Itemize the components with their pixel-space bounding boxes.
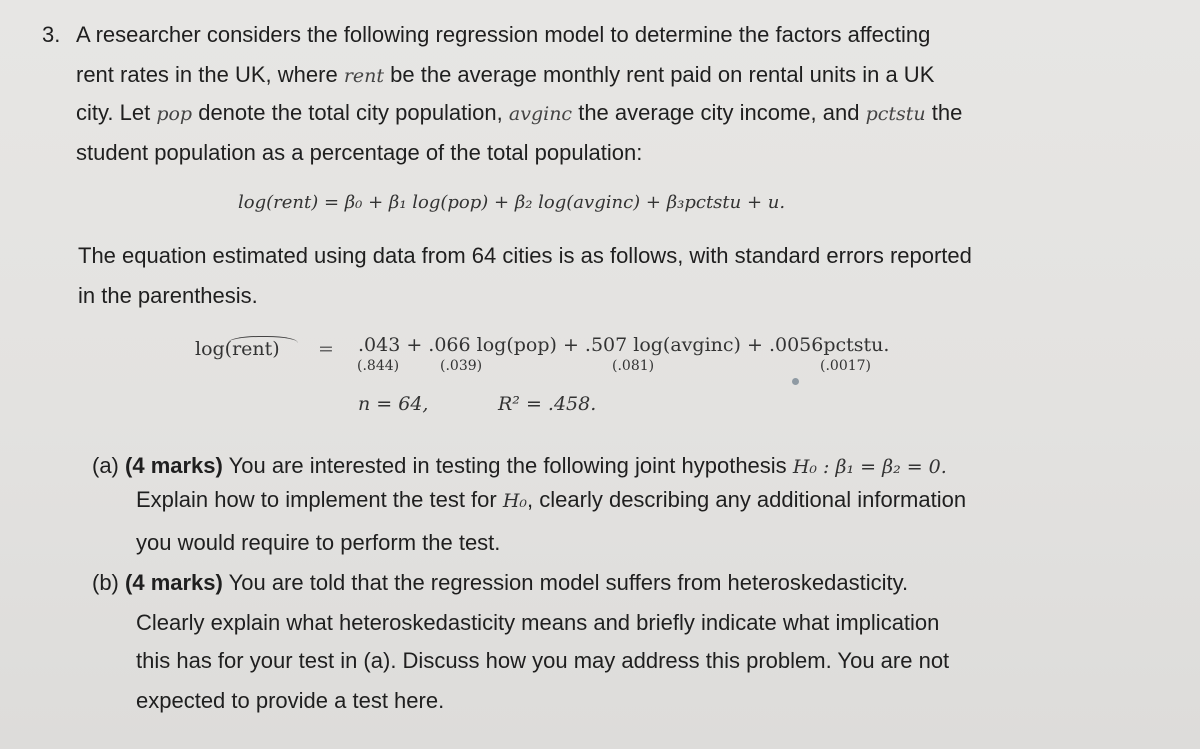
part-a-line-2-post: , clearly describing any additional information xyxy=(527,487,967,512)
part-b-marks: (4 marks) xyxy=(125,570,223,595)
intro-line-1: A researcher considers the following regression model to determine the factors affecting xyxy=(76,22,931,47)
intro-line-3 xyxy=(76,100,962,126)
part-a-line-1 xyxy=(92,453,947,479)
part-b-text-1: You are told that the regression model suffers from heteroskedasticity. xyxy=(228,570,909,595)
var-pop: pop xyxy=(156,103,193,125)
estimated-intro-1: The equation estimated using data from 64 cities is as follows, with standard errors reported xyxy=(78,243,972,268)
part-a-h0: H₀ xyxy=(502,490,528,512)
part-a-line-3: you would require to perform the test. xyxy=(136,530,501,555)
estimated-intro-2: in the parenthesis. xyxy=(78,283,258,308)
estimated-lhs: log(rent) xyxy=(195,338,280,360)
intro-line-3-a: city. Let xyxy=(76,100,151,125)
intro-line-2-pre: rent rates in the UK, where xyxy=(76,62,338,87)
question-number: 3. xyxy=(42,22,61,47)
part-a-line-2 xyxy=(136,487,966,513)
part-b-line-4: expected to provide a test here. xyxy=(136,688,445,713)
se-pctstu: (.0017) xyxy=(820,358,872,374)
var-pctstu: pctstu xyxy=(865,103,926,125)
intro-line-4: student population as a percentage of the total population: xyxy=(76,140,643,165)
intro-line-3-c: the average city income, and xyxy=(578,100,860,125)
se-avginc: (.081) xyxy=(612,358,655,374)
se-pop: (.039) xyxy=(440,358,483,374)
part-b-label: (b) xyxy=(92,570,119,595)
intro-line-3-d: the xyxy=(931,100,963,125)
intro-line-2-post: be the average monthly rent paid on rental units in a UK xyxy=(390,62,935,87)
se-intercept: (.844) xyxy=(357,358,400,374)
part-b-line-3: this has for your test in (a). Discuss how you may address this problem. You are not xyxy=(136,648,950,673)
part-b-line-1 xyxy=(92,570,908,596)
r2-stat: R² = .458. xyxy=(498,393,597,415)
part-a-text-1: You are interested in testing the following joint hypothesis xyxy=(228,453,787,478)
part-a-hypothesis: H₀ : β₁ = β₂ = 0. xyxy=(792,456,947,478)
ink-dot xyxy=(792,378,799,385)
part-a-line-2-pre: Explain how to implement the test for xyxy=(136,487,497,512)
estimated-rhs: .043 + .066 log(pop) + .507 log(avginc) + .0056pctstu. xyxy=(358,334,890,356)
part-a-label: (a) xyxy=(92,453,119,478)
intro-line-2 xyxy=(76,62,934,88)
part-b-line-2: Clearly explain what heteroskedasticity means and briefly indicate what implication xyxy=(136,610,940,635)
model-equation: log(rent) = β₀ + β₁ log(pop) + β₂ log(avginc) + β₃pctstu + u. xyxy=(238,192,786,213)
part-a-marks: (4 marks) xyxy=(125,453,223,478)
var-rent: rent xyxy=(343,65,385,87)
estimated-equals: = xyxy=(318,338,334,360)
n-stat: n = 64, xyxy=(358,393,429,415)
intro-line-3-b: denote the total city population, xyxy=(198,100,503,125)
var-avginc: avginc xyxy=(508,103,573,125)
